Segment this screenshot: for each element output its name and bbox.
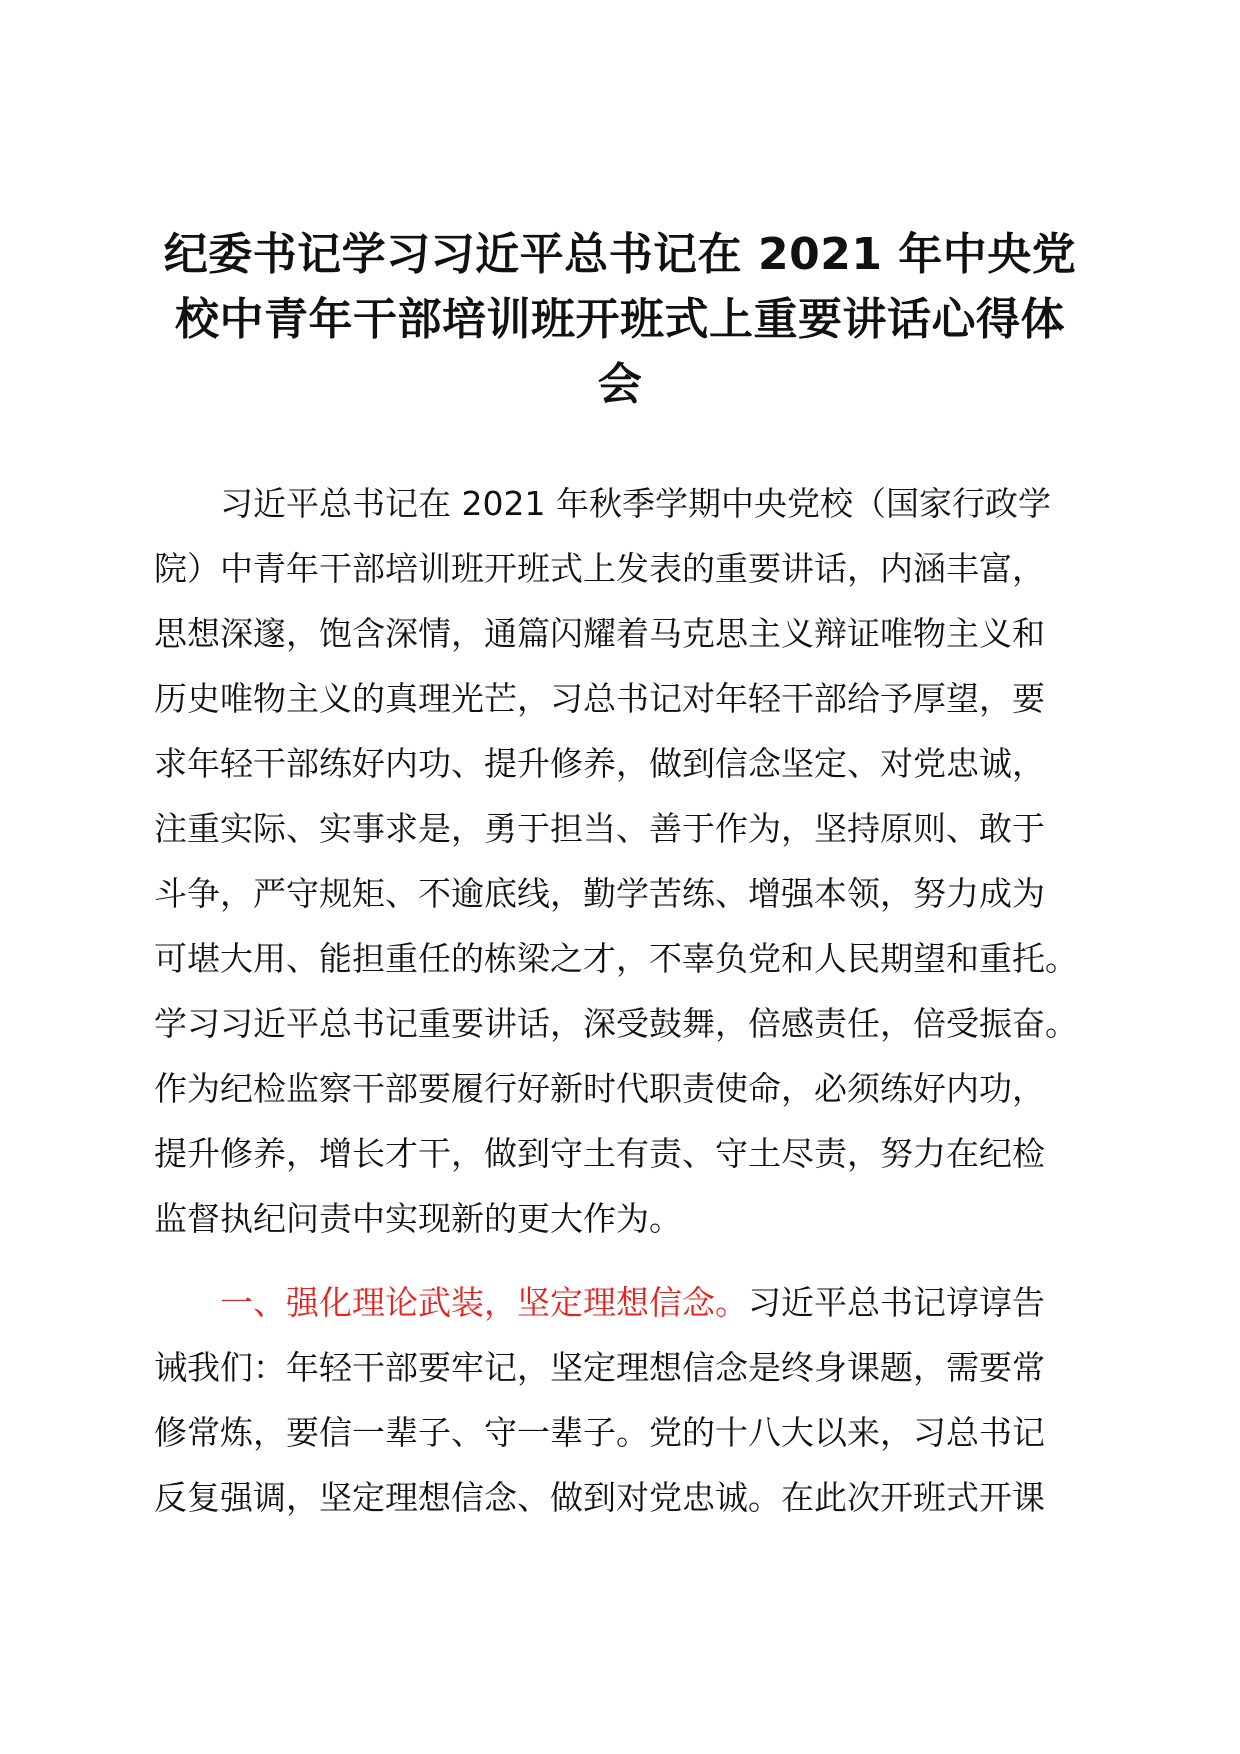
paragraph-line [154, 1270, 1094, 1335]
paragraph-text: 习近平总书记谆谆告 [748, 1283, 1045, 1322]
paragraph-line: 求年轻干部练好内功、提升修养，做到信念坚定、对党忠诚， [154, 744, 1045, 783]
paragraph-line: 斗争，严守规矩、不逾底线，勤学苦练、增强本领，努力成为 [154, 874, 1045, 913]
paragraph-line: 院）中青年干部培训班开班式上发表的重要讲话，内涵丰富， [154, 549, 1045, 588]
paragraph-line: 历史唯物主义的真理光芒，习总书记对年轻干部给予厚望，要 [154, 679, 1045, 718]
paragraph-line: 修常炼，要信一辈子、守一辈子。党的十八大以来，习总书记 [154, 1413, 1045, 1452]
title-line: 校中青年干部培训班开班式上重要讲话心得体 [175, 294, 1065, 345]
paragraph-line: 作为纪检监察干部要履行好新时代职责使命，必须练好内功， [154, 1069, 1045, 1108]
paragraph-line: 监督执纪问责中实现新的更大作为。 [154, 1199, 682, 1238]
paragraph-line: 习近平总书记在 2021 年秋季学期中央党校（国家行政学 [154, 484, 1051, 523]
document-title [150, 222, 1090, 417]
paragraph-line: 注重实际、实事求是，勇于担当、善于作为，坚持原则、敢于 [154, 809, 1045, 848]
intro-paragraph [154, 471, 1094, 1251]
paragraph-indent [154, 1283, 220, 1322]
paragraph-line: 提升修养，增长才干，做到守土有责、守土尽责，努力在纪检 [154, 1134, 1045, 1173]
paragraph-line: 可堪大用、能担重任的栋梁之才，不辜负党和人民期望和重托。 [154, 939, 1078, 978]
section-one-paragraph [154, 1270, 1094, 1530]
paragraph-line: 思想深邃，饱含深情，通篇闪耀着马克思主义辩证唯物主义和 [154, 614, 1045, 653]
title-line: 纪委书记学习习近平总书记在 2021 年中央党 [163, 229, 1077, 280]
section-heading: 一、强化理论武装，坚定理想信念。 [220, 1283, 748, 1322]
title-line: 会 [597, 359, 643, 410]
paragraph-line: 反复强调，坚定理想信念、做到对党忠诚。在此次开班式开课 [154, 1478, 1045, 1517]
paragraph-line: 学习习近平总书记重要讲话，深受鼓舞，倍感责任，倍受振奋。 [154, 1004, 1078, 1043]
paragraph-line: 诫我们：年轻干部要牢记，坚定理想信念是终身课题，需要常 [154, 1348, 1045, 1387]
